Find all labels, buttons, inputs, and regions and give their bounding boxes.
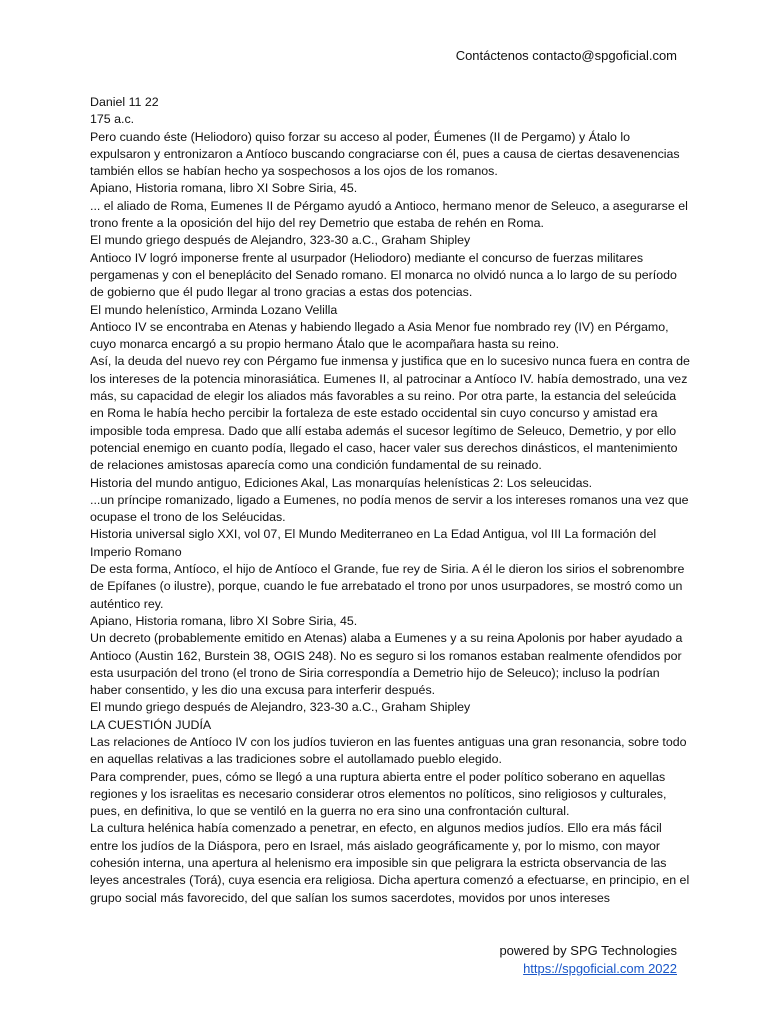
- powered-by-text: powered by SPG Technologies: [499, 943, 677, 958]
- source-citation: El mundo helenístico, Arminda Lozano Velilla: [90, 302, 338, 317]
- section-heading: LA CUESTIÓN JUDÍA: [90, 717, 212, 732]
- paragraph: La cultura helénica había comenzado a penetrar, en efecto, en algunos medios judíos. Ello era más fácil entre los judíos de la Diáspora, pero en Israel, más aislado geográficamente y, por lo mismo, con mayor cohesión interna, una apertura al helenismo era imposible sin que peligrara la estricta observancia de las leyes ancestrales (Torá), cuya esencia era religiosa. Dicha apertura comenzó a efectuarse, en principio, en el grupo social más favorecido, del que salían los sumos sacerdotes, movidos por unos intereses: [90, 821, 690, 905]
- footer: [499, 942, 677, 978]
- source-citation: Apiano, Historia romana, libro XI Sobre Siria, 45.: [90, 613, 358, 628]
- paragraph: Pero cuando éste (Heliodoro) quiso forzar su acceso al poder, Éumenes (II de Pergamo) y Átalo lo expulsaron y entronizaron a Antíoco buscando congraciarse con él, pues a causa de ciertas desavenencias también ellos se habían hecho ya sospechosos a los ojos de los romanos.: [90, 129, 680, 179]
- document-body: [90, 94, 690, 907]
- website-link[interactable]: https://spgoficial.com 2022: [523, 961, 677, 976]
- paragraph: Antioco IV se encontraba en Atenas y habiendo llegado a Asia Menor fue nombrado rey (IV) en Pérgamo, cuyo monarca encargó a su propio hermano Átalo que le acompañara hasta su reino.: [90, 319, 669, 352]
- paragraph: ... el aliado de Roma, Eumenes II de Pérgamo ayudó a Antioco, hermano menor de Seleuco, a asegurarse el trono frente a la oposición del hijo del rey Demetrio que estaba de rehén en Roma.: [90, 198, 688, 231]
- paragraph: Para comprender, pues, cómo se llegó a una ruptura abierta entre el poder político soberano en aquellas regiones y los israelitas es necesario considerar otros elementos no políticos, sino religiosos y culturales, pues, en definitiva, lo que se ventiló en la guerra no era sino una confrontación cultural.: [90, 769, 667, 819]
- source-citation: Historia universal siglo XXI, vol 07, El Mundo Mediterraneo en La Edad Antigua, vol III La formación del Imperio Romano: [90, 527, 657, 559]
- paragraph: De esta forma, Antíoco, el hijo de Antíoco el Grande, fue rey de Siria. A él le dieron los sirios el sobrenombre de Epífanes (o ilustre), porque, cuando le fue arrebatado el trono por unos usurpadores, se mostró como un auténtico rey.: [90, 562, 685, 611]
- reference-line: Daniel 11 22: [90, 95, 159, 109]
- paragraph: Un decreto (probablemente emitido en Atenas) alaba a Eumenes y a su reina Apolonis por haber ayudado a Antioco (Austin 162, Burstein 38, OGIS 248). No es seguro si los romanos estaban realmente ofendidos por esta usurpación del trono (el trono de Siria correspondía a Demetrio hijo de Seleuco); incluso la podrían haber consentido, y les dio una excusa para interferir después.: [90, 631, 683, 698]
- paragraph: Así, la deuda del nuevo rey con Pérgamo fue inmensa y justifica que en lo sucesivo nunca fuera en contra de los intereses de la potencia minorasiática. Eumenes II, al patrocinar a Antíoco IV. había demostrado, una vez más, su capacidad de elegir los aliados más favorables a su reino. Por otra parte, la estancia del seleúcida en Roma le había hecho percibir la fortaleza de este estado occidental sin cuyo concurso y amistad era imposible toda empresa. Dado que allí estaba además el sucesor legítimo de Seleuco, Demetrio, y por ello potencial enemigo en cuanto podía, llegado el caso, hacer valer sus derechos dinásticos, el mantenimiento de relaciones amistosas aparecía como una condición fundamental de su reinado.: [90, 354, 690, 473]
- source-citation: El mundo griego después de Alejandro, 323-30 a.C., Graham Shipley: [90, 233, 471, 248]
- paragraph: ...un príncipe romanizado, ligado a Eumenes, no podía menos de servir a los intereses romanos una vez que ocupase el trono de los Seléucidas.: [90, 492, 689, 525]
- paragraph: Las relaciones de Antíoco IV con los judíos tuvieron en las fuentes antiguas una gran resonancia, sobre todo en aquellas relativas a las tradiciones sobre el autollamado pueblo elegido.: [90, 734, 687, 767]
- source-citation: El mundo griego después de Alejandro, 323-30 a.C., Graham Shipley: [90, 700, 471, 715]
- source-citation: Apiano, Historia romana, libro XI Sobre Siria, 45.: [90, 181, 358, 196]
- paragraph: Antioco IV logró imponerse frente al usurpador (Heliodoro) mediante el concurso de fuerzas militares pergamenas y con el beneplácito del Senado romano. El monarca no olvidó nunca a lo largo de su período de gobierno que él pudo llegar al trono gracias a estas dos potencias.: [90, 250, 677, 300]
- source-citation: Historia del mundo antiguo, Ediciones Akal, Las monarquías helenísticas 2: Los seleucidas.: [90, 475, 593, 490]
- header-contact: Contáctenos contacto@spgoficial.com: [455, 48, 677, 63]
- date-line: 175 a.c.: [90, 112, 135, 127]
